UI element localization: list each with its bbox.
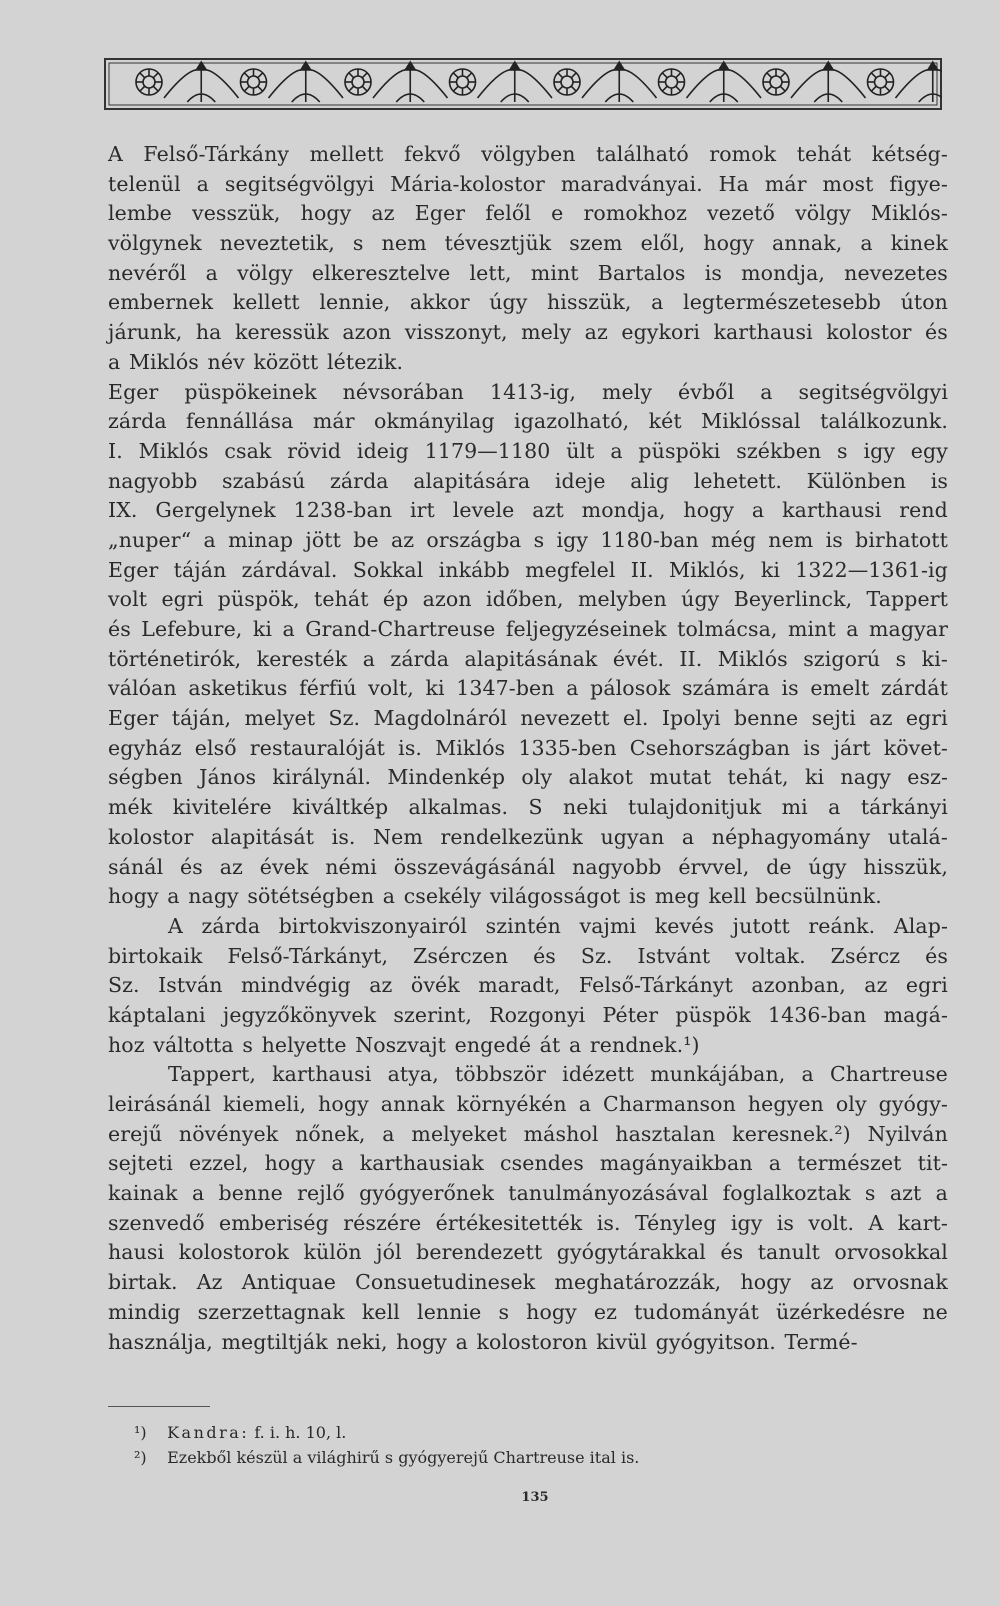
page-number: 135 [521, 1490, 549, 1505]
text-line: völgynek neveztetik, s nem tévesztjük szem elől, hogy annak, a kinek [108, 231, 948, 256]
text-line: zárda fennállása már okmányilag igazolható, két Miklóssal találkozunk. [108, 409, 948, 434]
text-line: erejű növények nőnek, a melyeket máshol hasztalan keresnek.²) Nyilván [108, 1121, 948, 1146]
footnotes [134, 1420, 862, 1470]
text-line: Eger táján zárdával. Sokkal inkább megfelel II. Miklós, ki 1322—1361-ig [108, 557, 948, 582]
text-line: „nuper“ a minap jött be az országba s igy 1180-ban még nem is birhatott [108, 527, 948, 552]
text-line: kainak a benne rejlő gyógyerőnek tanulmányozásával foglalkoztak s azt a [108, 1181, 948, 1206]
text-line: Eger táján, melyet Sz. Magdolnáról nevezett el. Ipolyi benne sejti az egri [108, 706, 948, 731]
text-line: leirásánál kiemeli, hogy annak környékén a Charmanson hegyen oly gyógy- [108, 1092, 948, 1116]
text-line: járunk, ha keressük azon visszonyt, mely az egykori karthausi kolostor és [108, 320, 948, 345]
text-line: IX. Gergelynek 1238-ban irt levele azt mondja, hogy a karthausi rend [108, 498, 948, 523]
text-line: sejteti ezzel, hogy a karthausiak csendes magányaikban a természet tit- [108, 1151, 948, 1176]
text-line: és Lefebure, ki a Grand-Chartreuse feljegyzéseinek tolmácsa, mint a magyar [108, 617, 948, 641]
decorative-header-ornament [104, 58, 942, 110]
text-line: sánál és az évek némi összevágásánál nagyobb érvvel, de úgy hisszük, [108, 854, 948, 879]
text-line: birtak. Az Antiquae Consuetudinesek meghatározzák, hogy az orvosnak [108, 1270, 948, 1295]
paragraph [108, 378, 948, 912]
text-line: használja, megtiltják neki, hogy a kolostoron kivül gyógyitson. Termé- [108, 1329, 858, 1354]
paragraph [108, 1060, 948, 1357]
footnote-mark: ²) [134, 1448, 147, 1467]
text-line: nevéről a völgy elkeresztelve lett, mint Bartalos is mondja, nevezetes [108, 260, 948, 285]
text-line: embernek kellett lennie, akkor úgy hisszük, a legtermészetesebb úton [108, 290, 948, 315]
text-line: volt egri püspök, tehát ép azon időben, melyben úgy Beyerlinck, Tappert [108, 587, 948, 612]
text-line: ségben János királynál. Mindenkép oly alakot mutat tehát, ki nagy esz- [108, 765, 948, 790]
text-line: mék kivitelére kiváltkép alkalmas. S neki tulajdonitjuk mi a tárkányi [108, 795, 948, 820]
paragraph [108, 140, 948, 378]
text-line: egyház első restauralóját is. Miklós 1335-ben Csehországban is járt követ- [108, 735, 948, 760]
footnote-mark: ¹) [134, 1423, 147, 1442]
footnote-text: Ezekből készül a világhirű s gyógyerejű Chartreuse ital is. [167, 1448, 640, 1467]
footnote-author: Kandra: [167, 1423, 250, 1442]
text-line: Tappert, karthausi atya, többször idézett munkájában, a Chartreuse [168, 1062, 948, 1087]
text-line: hausi kolostorok külön jól berendezett gyógytárakkal és tanult orvosokkal [108, 1240, 948, 1265]
text-line: hoz váltotta s helyette Noszvajt engedé át a rendnek.¹) [108, 1032, 700, 1057]
footnote-separator [108, 1406, 210, 1407]
body-text [108, 140, 948, 1357]
text-line: I. Miklós csak rövid ideig 1179—1180 ült a püspöki székben s igy egy [108, 438, 948, 463]
text-line: telenül a segitségvölgyi Mária-kolostor maradványai. Ha már most figye- [108, 171, 948, 196]
text-line: történetirók, keresték a zárda alapitásának évét. II. Miklós szigorú s ki- [108, 646, 948, 671]
text-line: káptalani jegyzőkönyvek szerint, Rozgonyi Péter püspök 1436-ban magá- [108, 1002, 948, 1027]
text-line: szenvedő emberiség részére értékesitették is. Tényleg igy is volt. A kart- [108, 1210, 948, 1235]
text-line: mindig szerzettagnak kell lennie s hogy ez tudományát üzérkedésre ne [108, 1299, 948, 1324]
text-line: kolostor alapitását is. Nem rendelkezünk ugyan a néphagyomány utalá- [108, 824, 948, 849]
text-line: a Miklós név között létezik. [108, 349, 404, 374]
text-line: nagyobb szabású zárda alapitására ideje alig lehetett. Különben is [108, 468, 948, 493]
text-line: A Felső-Tárkány mellett fekvő völgyben található romok tehát kétség- [108, 142, 948, 166]
text-line: hogy a nagy sötétségben a csekély világosságot is meg kell becsülnünk. [108, 884, 882, 909]
text-line: lembe vesszük, hogy az Eger felől e romokhoz vezető völgy Miklós- [108, 201, 948, 226]
text-line: válóan asketikus férfiú volt, ki 1347-ben a pálosok számára is emelt zárdát [108, 676, 948, 701]
footnote-2 [134, 1445, 862, 1470]
text-line: Sz. István mindvégig az övék maradt, Felső-Tárkányt azonban, az egri [108, 973, 948, 998]
footnote-text: f. i. h. 10, l. [254, 1423, 347, 1442]
footnote-1 [134, 1420, 862, 1445]
text-line: Eger püspökeinek névsorában 1413-ig, mely évből a segitségvölgyi [108, 379, 948, 404]
paragraph [108, 912, 948, 1060]
text-line: A zárda birtokviszonyairól szintén vajmi kevés jutott reánk. Alap- [168, 913, 948, 938]
text-line: birtokaik Felső-Tárkányt, Zsérczen és Sz. Istvánt voltak. Zsércz és [108, 943, 948, 968]
